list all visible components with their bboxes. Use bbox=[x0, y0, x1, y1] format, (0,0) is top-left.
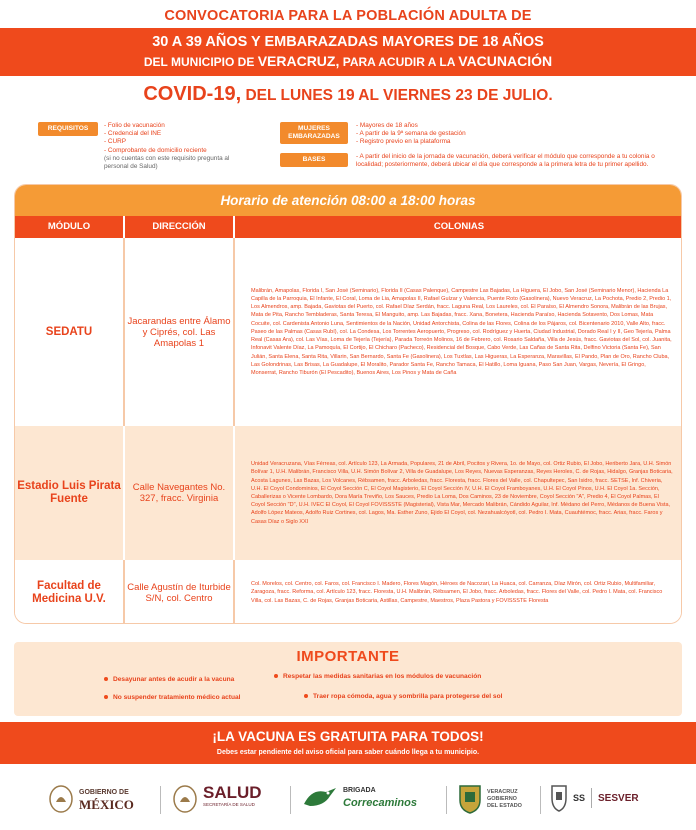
correcaminos-text: Correcaminos bbox=[343, 797, 417, 809]
mujeres-item: - A partir de la 9ª semana de gestación bbox=[356, 130, 466, 138]
row-modulo: Facultad de Medicina U.V. bbox=[32, 579, 106, 605]
bullet-icon bbox=[104, 695, 108, 699]
bullet-icon bbox=[274, 674, 278, 678]
veracruz-gobierno-text: GOBIERNO bbox=[487, 795, 517, 802]
mujeres-item: - Mayores de 18 años bbox=[356, 122, 418, 129]
table-row bbox=[15, 426, 681, 560]
sesver-logo bbox=[550, 784, 639, 812]
veracruz-text: VERACRUZ bbox=[487, 788, 518, 795]
title-covid: COVID-19, bbox=[143, 83, 242, 105]
important-item: Traer ropa cómoda, agua y sombrilla para protegerse del sol bbox=[304, 693, 502, 700]
requisitos-list bbox=[104, 122, 254, 178]
title-line-4 bbox=[0, 83, 696, 106]
sesver-text: SESVER bbox=[598, 792, 639, 804]
roadrunner-icon bbox=[302, 784, 338, 810]
salud-subtext: SECRETARÍA DE SALUD bbox=[203, 802, 255, 807]
gobierno-mexico-logo bbox=[48, 784, 134, 814]
free-vaccine-band bbox=[0, 722, 696, 764]
mujeres-list bbox=[356, 122, 676, 152]
veracruz-estado-text: DEL ESTADO bbox=[487, 802, 522, 809]
title-dates: DEL LUNES 19 AL VIERNES 23 DE JULIO. bbox=[245, 87, 553, 104]
free-vaccine-title: ¡LA VACUNA ES GRATUITA PARA TODOS! bbox=[212, 729, 484, 744]
row-modulo: Estadio Luis Pirata Fuente bbox=[17, 480, 121, 505]
salud-seal-icon bbox=[172, 784, 198, 814]
ss-text: SS bbox=[573, 793, 586, 803]
requisito-note: (si no cuentas con este requisito pregunta al personal de Salud) bbox=[104, 154, 230, 171]
col-head-direccion: DIRECCIÓN bbox=[125, 216, 233, 238]
bullet-icon bbox=[304, 694, 308, 698]
important-item: Desayunar antes de acudir a la vacuna bbox=[104, 676, 234, 683]
important-box bbox=[14, 642, 682, 716]
title-line-3a: DEL MUNICIPIO DE bbox=[143, 55, 255, 69]
row-colonias: Col. Morelos, col. Centro, col. Faros, col. Francisco I. Madero, Flores Magón, Héroes de Nacozari, La Huaca, col. Carranza, Díaz Mirón, col. Ortiz Rubio, Multifamiliar, Zaragoza, fracc. Reforma, col. Artículo 123, fracc. Floresta, U.H. Malibrán, Rébsamen, El Jobo, fracc. Arboledas, fracc. Flores del Valle, col. Pedro I. Mata, col. Francisco Villa, col. Las Bazas, C. de Rojas, Granjas Boticaria, Astillas, Campestre, Maestros, Plaza Pastora y FOVISSSTE Floresta bbox=[251, 581, 663, 604]
mujeres-item: - Registro previo en la plataforma bbox=[356, 138, 451, 146]
logo-divider bbox=[446, 786, 447, 814]
row-direccion: Calle Navegantes No. 327, fracc. Virginia bbox=[132, 482, 226, 504]
eagle-shield-icon bbox=[48, 784, 74, 814]
header bbox=[0, 0, 696, 112]
mujeres-pill: MUJERES EMBARAZADAS bbox=[280, 122, 348, 144]
bases-pill: BASES bbox=[280, 153, 348, 167]
title-line-3 bbox=[0, 50, 696, 69]
logo-divider bbox=[540, 786, 541, 814]
bullet-icon bbox=[104, 677, 108, 681]
important-item: No suspender tratamiento médico actual bbox=[104, 694, 241, 701]
row-direccion: Calle Agustín de Iturbide S/N, col. Centro bbox=[127, 581, 231, 604]
requisito-item: - Comprobante de domicilio reciente bbox=[104, 146, 207, 154]
requisitos-pill: REQUISITOS bbox=[38, 122, 98, 136]
title-line-2: 30 A 39 AÑOS Y EMBARAZADAS MAYORES DE 18 AÑOS bbox=[152, 34, 544, 50]
brigada-text: BRIGADA bbox=[343, 787, 376, 794]
bases-label-wrap bbox=[280, 153, 350, 167]
row-modulo: SEDATU bbox=[45, 325, 93, 338]
veracruz-logo bbox=[458, 784, 522, 814]
title-vacunacion: VACUNACIÓN bbox=[458, 53, 553, 69]
table-row bbox=[15, 560, 681, 624]
logo-divider bbox=[160, 786, 161, 814]
salud-text: SALUD bbox=[203, 783, 262, 802]
requisitos-label-wrap bbox=[38, 122, 102, 178]
salud-logo bbox=[172, 784, 262, 814]
brigada-logo bbox=[302, 784, 417, 810]
free-vaccine-subtitle: Debes estar pendiente del aviso oficial para saber cuándo llega a tu municipio. bbox=[216, 749, 480, 756]
important-item: Respetar las medidas sanitarias en los módulos de vacunación bbox=[274, 673, 481, 680]
important-title: IMPORTANTE bbox=[296, 648, 400, 665]
row-colonias: Unidad Veracruzana, Vías Férreas, col. Artículo 123, La Armada, Populares, 21 de Abril, Pocitos y Rivera, 1o. de Mayo, col. Ortiz Rubio, El Jobo, Heriberto Jara, U.H. Simón Bolívar 1, U.H. Malibrán, Francisco Villa, U.H. Simón Bolívar 2, Villa de Guadalupe, Los Reyes, Nuevas Esperanzas, Reyes Heroles, C. de Rojas, Hidalgo, Granjas Boticaria, Acosta Lagunes, Las Bazas, Los Volcanes, Rébsamen, fracc. Arboledas, fracc. Floresta, fracc. Flores del Valle, col. Chapultepec, San Isidro, fracc. SETSE, Inf. Chiveria, U.H. El Coyol Condominios, El Coyol Sección C, El Coyol Magisterio, El Coyol Sección IV, U.H. El Coyol Framboyanes, U.H. El Coyol Pinos, U.H. El Coyol 1a. Sección, Caballerizas o Vicente Lombardo, Dora María Treviño, Los Sauces, Predio La Loma, Dos Caminos, 23 de Noviembre, Coyol Sección "A", Predio 4, El Coyol Palmas, El Coyol Sección "D", U.H. IVEC El Coyol, El Coyol FOVISSSTE (Magisterial), Vista Mar, Mercado Malibrán, Cándido Aguilar, Inf. Médano del Perro, Médanos de Buena Vista, Adolfo López Mateos, Adolfo Ruiz Cortines, col. Lagos, Ma. Esther Zuno, Ejido El Coyol, col. Nezahualcóyotl, col. Pedro I. Mata, Cuauhtémoc, fracc. Arias, fracc. Faros y Casas Díaz o Siglo XXI bbox=[251, 461, 673, 525]
title-band bbox=[0, 28, 696, 76]
schedule-header: Horario de atención 08:00 a 18:00 horas bbox=[15, 185, 681, 216]
requisito-item: - CURP bbox=[104, 138, 127, 146]
mujeres-label-wrap bbox=[280, 122, 350, 178]
requisito-item: - Credencial del INE bbox=[104, 130, 162, 138]
veracruz-shield-icon bbox=[458, 784, 482, 814]
gobierno-text: GOBIERNO DE bbox=[79, 789, 129, 796]
title-line-3b: PARA ACUDIR A LA bbox=[342, 55, 455, 69]
logo-divider bbox=[290, 786, 291, 814]
bases-text-wrap bbox=[356, 153, 676, 181]
col-head-modulo: MÓDULO bbox=[15, 216, 123, 238]
mexico-text: MÉXICO bbox=[79, 797, 134, 812]
logo-strip bbox=[0, 776, 696, 830]
col-head-colonias: COLONIAS bbox=[235, 216, 682, 238]
sesver-divider bbox=[591, 788, 592, 808]
row-direccion: Jacarandas entre Álamo y Ciprés, col. Las Amapolas 1 bbox=[127, 315, 231, 349]
vaccination-table bbox=[14, 184, 682, 624]
sesver-shield-icon bbox=[550, 784, 568, 812]
bases-text: - A partir del inicio de la jornada de vacunación, deberá verificar el módulo que corresponde a tu colonia o localidad; posteriormente, deberá ubicar el día que corresponde a la primera letra de tu primer apellido. bbox=[356, 153, 655, 169]
table-row bbox=[15, 238, 681, 426]
requisito-item: - Folio de vacunación bbox=[104, 122, 165, 129]
title-city: VERACRUZ, bbox=[257, 53, 340, 69]
row-colonias: Malibrán, Amapolas, Florida I, San José (Seminario), Florida II (Casas Palenque), Campestre Las Bajadas, La Higuera, El Jobo, San José (Seminario Menor), Hacienda La Capilla de la Parroquia, El Infante, El Coral, Loma de Lia, Amapolas II, Rafael Guízar y Valencia, Puente Roto (Gasolinera), Nuevo Veracruz, La Pochota, Predio 2, Predio 1, Los Almendros, amp. Bajada, Gaviotas del Puerto, col. Rafael Díaz Serdán, fracc. Laguna Real, Los Laureles, col. El Paraíso, El Almendro Sonora, Malibrán de las Brujas, Mata de Pita, Rancho Tembladeras, Santa Teresa, El Manguito, amp. Las Bajadas, fracc. Xana, Bonetera, Hacienda Paraíso, Hacienda Sotavento, Dos Lomas, Mata Cocuite, col. Cardenista Antonio Luna, Sentimientos de la Nación, Unidad Antorchista, Colina de las Flores, Colina de los Pájaros, col. Bicentenario 2010, Valle Alto, fracc. Paseo de las Palmas (Casas Rubí), col. La Condesa, Los Torrentes Aeropuerto, Progreso, col. Rodríguez y Huerta, Ciudad Industrial, Dorado Real I y II, Geo Tejería, Palma Real (Casas Ara), col. Las Vías, Loma de Tejería (Tejería), Parada Torreón Molinos, 16 de Febrero, col. Rosario Saldaña, Villa de Jesús, fracc. Gaviotas del Sol, col. Juanita, Infonavit Valente Díaz, La Pamoquía, El Cortijo, El Chicharo (Pacheco), Residencial del Bosque, Cabo Verde, Las Cañas de Santa Rita, Delfino Victoria (Santa Fe), San Julián, Santa Elena, Santa Rita, Villarin, San Bernardo, Santa Fe (Gasolinera), Los Tuxtlas, Las Higueras, La Esperanza, Maravillas, El Pando, Plan de Oro, Rancho Cluba, Las Golondrinas, Las Brisas, La Guadalupe, El Moralito, Parador Santa Fe, Rancho Tamaca, El Hatillo, Loma Iguana, Paso San Juan, Vargas, Nevería, El Gringo, Monserrat, Rancho Tiburón (El Pescadito), Buenos Aires, Los Pinos y Mata de Caña bbox=[251, 287, 672, 376]
title-line-1: CONVOCATORIA PARA LA POBLACIÓN ADULTA DE bbox=[164, 8, 532, 24]
